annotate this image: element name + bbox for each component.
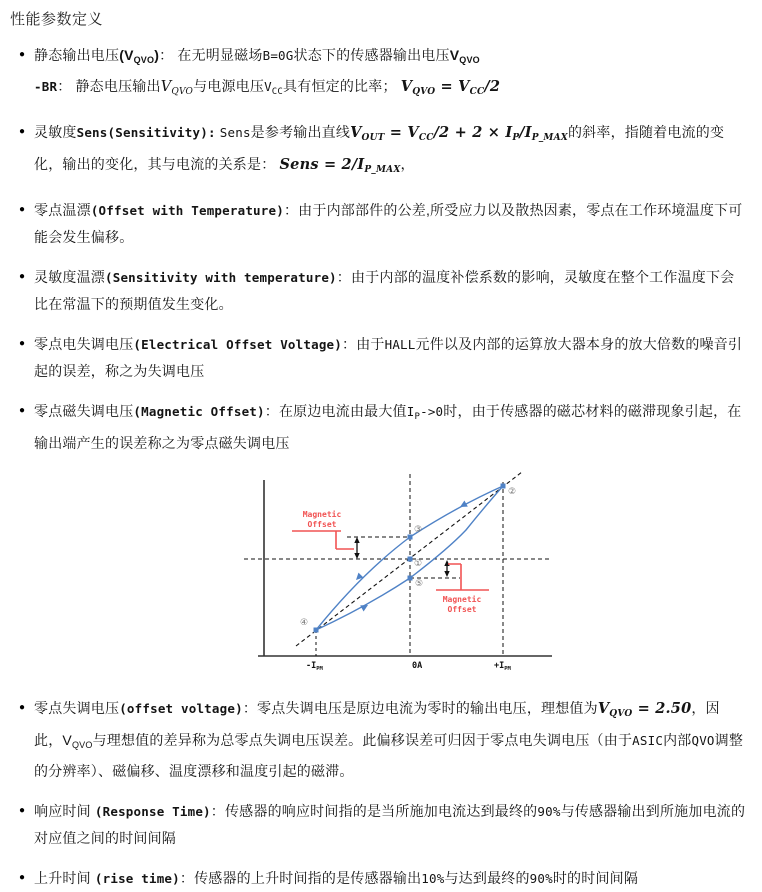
text-run: QVO [133, 55, 155, 65]
bullet-text-magnetic-offset [34, 398, 746, 456]
offset-measure-arrow-top [354, 537, 359, 559]
text-run: (Magnetic Offset) [133, 404, 265, 419]
magnetic-offset-label-top-line1: Magnetic [302, 510, 342, 519]
text-run: 与达到最终的 [444, 870, 530, 886]
text-run: OUT [361, 133, 385, 143]
text-run: (rise time) [94, 871, 180, 886]
text-run: 与理想值的差异称为总零点失调电压误差。此偏移误差可归因于零点电失调电压（由于 [92, 732, 633, 748]
text-run: 时，由于传感器的磁芯材料的磁滞现象引起，在输出端产生的误差称之为零点磁失调电压 [34, 403, 742, 451]
text-run: 内部 [663, 732, 692, 748]
text-run: P [414, 412, 421, 422]
text-run: CC [418, 133, 434, 143]
text-run: QVO [412, 87, 436, 97]
x-axis-label-zero: 0A [412, 661, 423, 671]
bullet-dot: ● [19, 49, 26, 60]
text-run: V [350, 124, 362, 141]
magnetic-offset-label-bottom-line1: Magnetic [442, 595, 482, 604]
text-run: P_MAX [531, 133, 568, 143]
bullet-dot: ● [19, 872, 26, 883]
offset-measure-arrow-bottom [444, 560, 449, 577]
text-run: ： 静态电压输出 [57, 78, 161, 94]
text-run: (Electrical Offset Voltage) [133, 337, 342, 352]
text-run: 时的时间间隔 [552, 870, 639, 886]
text-run: Sens [219, 125, 251, 140]
text-run: B=0G [262, 48, 294, 63]
text-run: V [449, 47, 460, 63]
point-marker-3 [408, 535, 413, 540]
bullet-item-offset-voltage [10, 695, 746, 784]
point-label-5: ⑤ [415, 579, 424, 589]
text-run: ：零点失调电压是原边电流为零时的输出电压，理想值为 [242, 700, 598, 716]
text-run: QVO [609, 709, 633, 719]
x-axis-label-pos-ipm [494, 661, 512, 672]
x-label-neg-sub: PM [316, 666, 323, 672]
text-run: 与传感器输出到所施加电流的对应值之间的时间间隔 [34, 803, 746, 846]
bullet-text-electrical-offset [34, 331, 746, 384]
text-run: V [264, 79, 272, 94]
bullet-text-rise-time [34, 865, 746, 892]
text-run: 元件以及内部的运算放大器本身的放大倍数的噪音引起的误差，称之为失调电压 [34, 336, 743, 379]
bullet-item-qvo [10, 42, 746, 105]
text-run: (offset voltage) [119, 701, 243, 716]
text-run: ：由于 [342, 336, 385, 352]
point-marker-4 [314, 628, 319, 633]
text-run: 响应时间 [34, 803, 95, 819]
bullet-text-offset-voltage [34, 695, 746, 784]
point-label-4: ④ [300, 618, 309, 628]
text-run: (Response Time) [94, 804, 211, 819]
text-run: ->0 [420, 404, 444, 419]
text-run: QVO [171, 87, 194, 97]
text-run: /I [519, 124, 532, 141]
x-axis-label-neg-ipm [306, 661, 324, 672]
curve-direction-arrow-icon [354, 573, 364, 583]
text-run: 灵敏度温漂 [34, 269, 105, 285]
x-label-pos-base: +I [494, 661, 505, 671]
text-run: P_MAX [364, 165, 401, 175]
text-run: QVO [691, 733, 715, 748]
bullet-item-magnetic-offset [10, 398, 746, 456]
text-run: 是参考输出直线 [250, 124, 351, 140]
bullet-text-offset-temp [34, 197, 746, 250]
text-run: CC [271, 87, 284, 97]
bullet-item-electrical-offset [10, 331, 746, 384]
bullet-dot: ● [19, 805, 26, 816]
text-run: 10% [421, 871, 445, 886]
text-run: QVO [459, 55, 480, 65]
text-run: HALL [384, 337, 416, 352]
text-run: 调整的分辨率）、磁偏移、温度漂移和温度引起的磁滞。 [34, 732, 744, 779]
text-run: P [512, 133, 520, 143]
text-run: 状态下的传感器输出电压 [293, 47, 450, 63]
text-run: ：由于内部部件的公差,所受应力以及散热因素，零点在工作环境温度下可能会发生偏移。 [34, 202, 743, 245]
point-marker-2 [501, 484, 506, 489]
text-run: ： 在无明显磁场 [159, 47, 263, 63]
bullet-text-qvo [34, 42, 746, 105]
point-label-1: ① [414, 559, 423, 569]
text-run: ，因此， [34, 700, 720, 748]
text-run: 静态输出电压 [34, 47, 120, 63]
magnetic-offset-callout-bottom [436, 564, 489, 614]
text-run: ：传感器的上升时间指的是传感器输出 [179, 870, 422, 886]
bullet-dot: ● [19, 126, 26, 137]
text-run: Sens = 2/I [279, 156, 365, 173]
bullet-item-response-time [10, 798, 746, 851]
point-marker-5 [408, 576, 413, 581]
text-run: (Sensitivity with temperature) [105, 270, 337, 285]
text-run: V [597, 700, 610, 717]
bullet-item-offset-temp [10, 197, 746, 250]
text-run: V [400, 78, 413, 95]
text-run: QVO [71, 740, 93, 750]
text-run: V [62, 732, 72, 748]
text-run: -BR [34, 79, 58, 94]
text-run: ：在原边电流由最大值 [264, 403, 407, 419]
bullet-dot: ● [19, 204, 26, 215]
magnetic-offset-leader-top [292, 531, 354, 549]
point-label-2: ② [508, 487, 517, 497]
text-run: Sens(Sensitivity): [76, 125, 216, 140]
point-marker-1 [408, 557, 413, 562]
page-title: 性能参数定义 [10, 11, 104, 28]
text-run: I [406, 404, 415, 419]
hysteresis-diagram [234, 470, 568, 681]
bullet-item-sens-temp [10, 264, 746, 317]
text-run: 上升时间 [34, 870, 95, 886]
point-label-3: ③ [414, 525, 423, 535]
text-run: 的斜率，指随着电流的变化，输出的变化，其与电流的关系是： [34, 124, 725, 172]
text-run: /2 [484, 78, 501, 95]
bullet-text-sensitivity [34, 119, 746, 183]
bullet-dot: ● [19, 405, 26, 416]
bullet-text-response-time [34, 798, 746, 851]
text-run: (Offset with Temperature) [90, 203, 284, 218]
text-run: 零点温漂 [34, 202, 91, 218]
x-label-neg-base: -I [306, 661, 317, 671]
text-run: 零点电失调电压 [34, 336, 134, 352]
hysteresis-diagram-svg [234, 470, 568, 676]
magnetic-offset-label-bottom-line2: Offset [447, 605, 477, 614]
text-run: 零点磁失调电压 [34, 403, 134, 419]
text-run: ， [400, 156, 415, 172]
text-run: 与电源电压 [193, 78, 265, 94]
text-run: V [160, 79, 172, 95]
bullet-item-sensitivity [10, 119, 746, 183]
text-run: ：由于内部的温度补偿系数的影响，灵敏度在整个工作温度下会比在常温下的预期值发生变化。 [34, 269, 735, 312]
magnetic-offset-leader-bottom [436, 564, 489, 590]
text-run: 零点失调电压 [34, 700, 120, 716]
x-label-pos-sub: PM [504, 666, 511, 672]
magnetic-offset-label-top-line2: Offset [307, 520, 337, 529]
bullet-dot: ● [19, 338, 26, 349]
text-run: 具有恒定的比率； [283, 78, 401, 94]
bullet-dot: ● [19, 271, 26, 282]
text-run: CC [469, 87, 485, 97]
text-run: ：传感器的响应时间指的是当所施加电流达到最终的 [210, 803, 538, 819]
text-run: 90% [537, 804, 561, 819]
text-run: (V [119, 47, 134, 63]
text-run: = 2.50 [632, 700, 692, 717]
bullet-list [10, 42, 746, 892]
curve-direction-arrow-icon [458, 501, 468, 511]
bullet-text-sens-temp [34, 264, 746, 317]
text-run: = V [384, 124, 419, 141]
text-run: /2 + 2 × I [433, 124, 513, 141]
text-run: ASIC [632, 733, 664, 748]
magnetic-offset-callout-top [292, 509, 354, 549]
text-run: 90% [529, 871, 553, 886]
text-run: = V [435, 78, 470, 95]
bullet-item-rise-time [10, 865, 746, 892]
text-run: 灵敏度 [34, 124, 77, 140]
text-run: ) [154, 47, 160, 63]
bullet-dot: ● [19, 702, 26, 713]
